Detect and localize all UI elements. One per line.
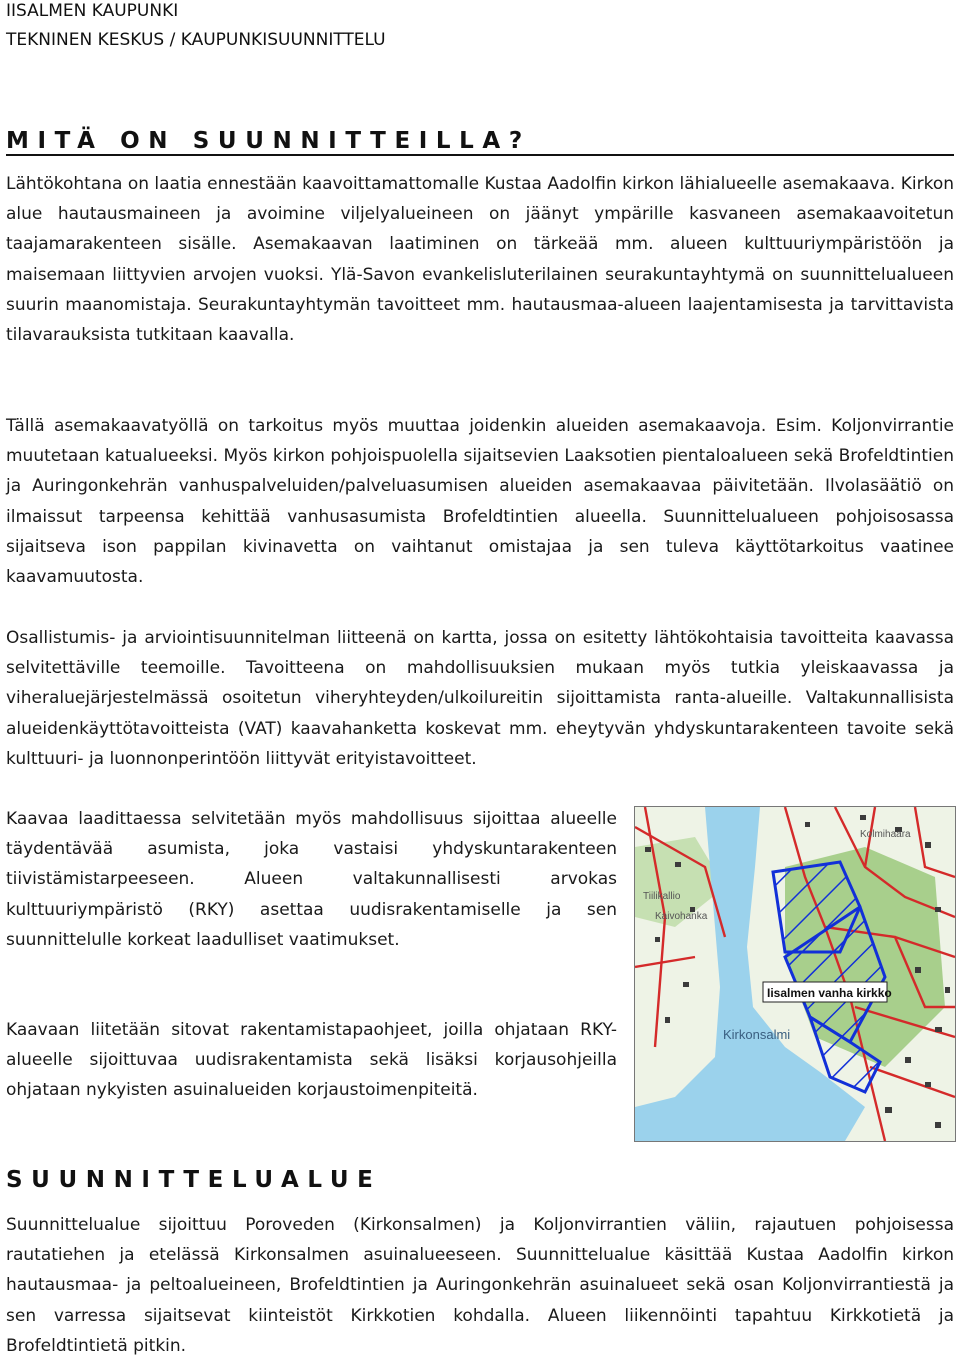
map-label-kirkonsalmi: Kirkonsalmi — [723, 1027, 791, 1042]
heading-rule — [6, 154, 954, 156]
section-heading-suunnittelualue: SUUNNITTELUALUE — [6, 1167, 382, 1193]
org-department: TEKNINEN KESKUS / KAUPUNKISUUNNITTELU — [6, 30, 386, 50]
org-name: IISALMEN KAUPUNKI — [6, 1, 179, 21]
paragraph-1: Lähtökohtana on laatia ennestään kaavoittamattomalle Kustaa Aadolfin kirkon lähialueelle asemakaava. Kirkon alue hautausmaineen ja avoimine viljelyalueineen on jäänyt ympärille kasvaneen asemakaavoitetun taajamarakenteen sisälle. Asemakaavan laatiminen on tärkeää mm. alueen kulttuuriympäristöön ja maisemaan liittyvien arvojen vuoksi. Ylä-Savon evankelisluterilainen seurakuntayhtymä on suunnittelualueen suurin maanomistaja. Seurakuntayhtymän tavoitteet mm. hautausmaa-alueen laajentamisesta ja tarvittavista tilavarauksista tutkitaan kaavalla. — [6, 174, 954, 346]
map-label-tiilikallio: Tiilikallio — [643, 891, 681, 902]
planning-area-map — [634, 806, 956, 1142]
paragraph-2: Tällä asemakaavatyöllä on tarkoitus myös muuttaa joidenkin alueiden asemakaavoja. Esim. Koljonvirrantie muutetaan katualueeksi. Myös kirkon pohjoispuolella sijaitsevien Laaksotien pientaloalueen sekä Brofeldtintien ja Auringonkehrän vanhuspalveluiden/palveluasumisen alueiden asemakaavaa päivitetään. Ilvolasäätiö on ilmaissut tarpeensa kehittää vanhusasumista Brofeldtintien alueella. Suunnittelualueen pohjoisosassa sijaitseva ison pappilan kivinavetta on vaihtanut omistajaa ja sen tuleva käyttötarkoitus vaatinee kaavamuutosta. — [6, 416, 954, 588]
map-label-kolmihaara: Kolmihaara — [860, 829, 911, 840]
paragraph-4: Kaavaa laadittaessa selvitetään myös mahdollisuus sijoittaa alueelle täydentävää asumista, joka vastaisi yhdyskuntarakenteen tiivistämistarpeeseen. Alueen valtakunnallisesti arvokas kulttuuriympäristö (RKY) asettaa uudisrakentamiselle ja sen suunnittelulle korkeat laadulliset vaatimukset. — [6, 809, 617, 950]
map-label-kaivohanka: Kaivohanka — [655, 911, 708, 922]
section-heading-mita-on-suunnitteilla: MITÄ ON SUUNNITTEILLA? — [6, 128, 531, 154]
paragraph-5: Kaavaan liitetään sitovat rakentamistapaohjeet, joilla ohjataan RKY-alueelle sijoittuvaa uudisrakentamista sekä lisäksi korjausohjeilla ohjataan nykyisten asuinalueiden korjaustoimenpiteitä. — [6, 1020, 617, 1101]
paragraph-3: Osallistumis- ja arviointisuunnitelman liitteenä on kartta, jossa on esitetty lähtökohtaisia tavoitteita kaavassa selvitettäville teemoille. Tavoitteena on mahdollisuuksien mukaan myös tutkia yleiskaavassa ja viheraluejärjestelmässä osoitetun viheryhteyden/ulkoilureitin sijoittamista ranta-alueille. Valtakunnallisista alueidenkäyttötavoitteista (VAT) kaavahanketta koskevat mm. eheytyvän yhdyskuntarakenteen tavoite sekä kulttuuri- ja luonnonperintöön liittyvät erityistavoitteet. — [6, 628, 954, 769]
map-label-vanha-kirkko: Iisalmen vanha kirkko — [767, 986, 892, 1000]
paragraph-6: Suunnittelualue sijoittuu Poroveden (Kirkonsalmen) ja Koljonvirrantien väliin, rajautuen pohjoisessa rautatiehen ja etelässä Kirkonsalmen asuinalueeseen. Suunnittelualue käsittää Kustaa Aadolfin kirkon hautausmaa- ja peltoalueineen, Brofeldtintien ja Auringonkehrän asuinalueet sekä osan Koljonvirrantiestä ja sen varressa sijaitsevat kiinteistöt Kirkkotien kohdalla. Alueen liikennöinti tapahtuu Kirkkotietä ja Brofeldtintietä pitkin. — [6, 1215, 954, 1356]
